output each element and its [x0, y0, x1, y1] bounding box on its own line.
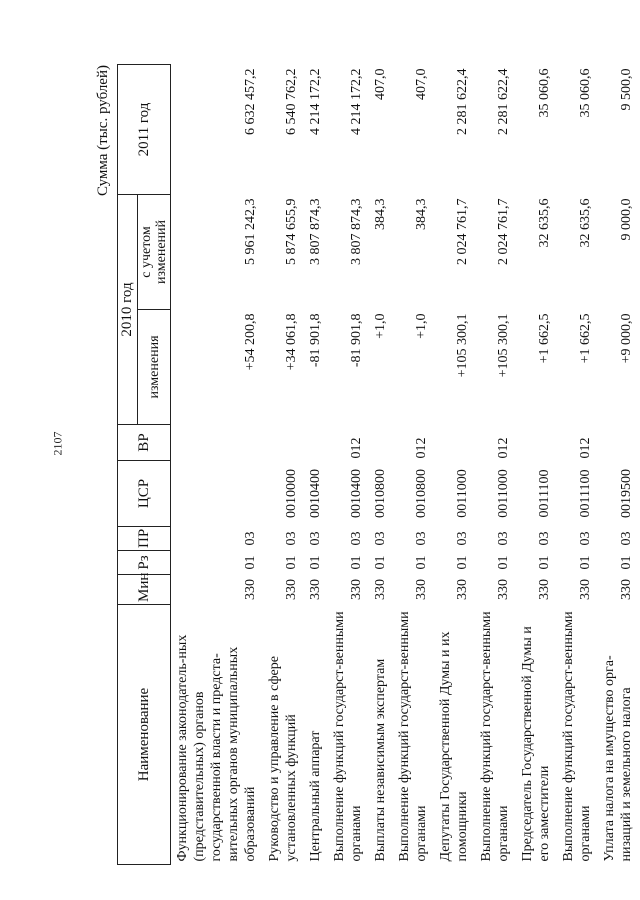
cell-vr — [369, 425, 393, 461]
cell-min: 330 — [619, 579, 634, 600]
cell-2011: 2 281 622,4 — [496, 68, 511, 135]
cell-vr: 012 — [496, 437, 511, 459]
cell-rz: 01 — [619, 555, 634, 570]
table-row — [598, 64, 639, 864]
cell-vr — [598, 425, 639, 461]
cell-rz: 01 — [414, 555, 429, 570]
cell-min: 330 — [414, 579, 429, 600]
cell-changes: +1,0 — [373, 313, 388, 339]
cell-vr — [171, 425, 264, 461]
table-row — [304, 64, 328, 864]
cell-2011: 4 214 172,2 — [308, 68, 323, 135]
cell-pr: 03 — [537, 531, 552, 546]
budget-table — [117, 64, 639, 865]
cell-with-changes: 2 024 761,7 — [496, 198, 511, 265]
cell-rz: 01 — [496, 555, 511, 570]
cell-rz: 01 — [578, 555, 593, 570]
cell-min: 330 — [578, 579, 593, 600]
cell-2011: 2 281 622,4 — [455, 68, 470, 135]
cell-changes: +105 300,1 — [455, 313, 470, 378]
cell-min: 330 — [243, 579, 258, 600]
cell-csr: 0011100 — [578, 469, 593, 518]
cell-changes: -81 901,8 — [349, 313, 364, 368]
cell-changes: +1,0 — [414, 313, 429, 339]
cell-min: 330 — [373, 579, 388, 600]
cell-name: Уплата налога на имущество орга-низаций и земельного налога — [602, 655, 634, 862]
cell-vr — [434, 425, 475, 461]
table-row — [475, 64, 516, 864]
cell-rz: 01 — [243, 555, 258, 570]
cell-2011: 6 632 457,2 — [243, 68, 258, 135]
cell-name: Выполнение функций государст-венными органами — [561, 611, 593, 862]
cell-csr: 0010400 — [349, 469, 364, 518]
cell-rz: 01 — [284, 555, 299, 570]
cell-min: 330 — [455, 579, 470, 600]
table-row — [434, 64, 475, 864]
cell-min: 330 — [349, 579, 364, 600]
cell-with-changes: 384,3 — [373, 198, 388, 230]
page-number: 2107 — [50, 431, 65, 456]
cell-2011: 35 060,6 — [537, 68, 552, 118]
header-name: Наименование — [118, 605, 171, 865]
cell-name: Выполнение функций государст-венными органами — [332, 611, 364, 862]
cell-2011: 9 500,0 — [619, 68, 634, 111]
cell-vr — [263, 425, 304, 461]
table-row — [328, 64, 369, 864]
cell-rz: 01 — [373, 555, 388, 570]
cell-changes: +34 061,8 — [284, 313, 299, 371]
cell-with-changes: 3 807 874,3 — [308, 198, 323, 265]
header-year-2011: 2011 год — [118, 64, 171, 194]
header-rz: Рз — [118, 551, 171, 575]
cell-with-changes: 32 635,6 — [537, 198, 552, 248]
cell-with-changes: 9 000,0 — [619, 198, 634, 241]
cell-rz: 01 — [349, 555, 364, 570]
cell-with-changes: 2 024 761,7 — [455, 198, 470, 265]
cell-csr: 0011000 — [455, 469, 470, 518]
cell-name: Руководство и управление в сфере установленных функций — [267, 656, 299, 862]
cell-name: Депутаты Государственной Думы и их помощники — [438, 631, 470, 862]
cell-csr: 0010800 — [414, 469, 429, 518]
header-pr: ПР — [118, 527, 171, 551]
table-row — [263, 64, 304, 864]
header-year-2010: 2010 год — [118, 194, 138, 424]
units-caption: Сумма (тыс. рублей) — [95, 65, 111, 197]
cell-pr: 03 — [284, 531, 299, 546]
cell-vr — [516, 425, 557, 461]
cell-vr: 012 — [578, 437, 593, 459]
cell-vr: 012 — [414, 437, 429, 459]
cell-name: Выполнение функций государст-венными органами — [397, 611, 429, 862]
cell-2011: 407,0 — [373, 68, 388, 100]
cell-min: 330 — [284, 579, 299, 600]
cell-pr: 03 — [619, 531, 634, 546]
cell-name: Выполнение функций государст-венными органами — [479, 611, 511, 862]
cell-with-changes: 32 635,6 — [578, 198, 593, 248]
cell-pr: 03 — [578, 531, 593, 546]
table-row — [369, 64, 393, 864]
cell-rz: 01 — [455, 555, 470, 570]
cell-name: Председатель Государственной Думы и его заместители — [520, 626, 552, 862]
cell-rz: 01 — [537, 555, 552, 570]
table-header — [118, 64, 171, 864]
table-row — [557, 64, 598, 864]
cell-pr: 03 — [455, 531, 470, 546]
table-body — [171, 64, 640, 864]
cell-2011: 35 060,6 — [578, 68, 593, 118]
cell-changes: +1 662,5 — [578, 313, 593, 364]
cell-vr — [304, 425, 328, 461]
cell-min: 330 — [496, 579, 511, 600]
cell-csr: 0019500 — [619, 469, 634, 518]
cell-with-changes: 3 807 874,3 — [349, 198, 364, 265]
table-row — [171, 64, 264, 864]
cell-csr: 0011000 — [496, 469, 511, 518]
cell-csr: 0010800 — [373, 469, 388, 518]
cell-changes: +54 200,8 — [243, 313, 258, 371]
cell-pr: 03 — [243, 531, 258, 546]
cell-name: Центральный аппарат — [308, 730, 323, 862]
cell-pr: 03 — [349, 531, 364, 546]
cell-changes: +9 000,0 — [619, 313, 634, 364]
cell-with-changes: 5 874 655,9 — [284, 198, 299, 265]
cell-csr: 0010000 — [284, 469, 299, 518]
header-csr: ЦСР — [118, 461, 171, 527]
cell-min: 330 — [537, 579, 552, 600]
cell-name: Выплаты независимым экспертам — [373, 658, 388, 862]
header-vr: ВР — [118, 425, 171, 461]
cell-pr: 03 — [496, 531, 511, 546]
header-min: Мин — [118, 575, 171, 605]
cell-csr: 0011100 — [537, 469, 552, 518]
table-row — [516, 64, 557, 864]
cell-name: Функционирование законодатель-ных (представительных) органов государственной власти и предста-вительных органов муниципальных образований — [175, 634, 258, 862]
cell-pr: 03 — [373, 531, 388, 546]
header-with-changes: с учетом изменений — [138, 194, 171, 309]
cell-vr: 012 — [349, 437, 364, 459]
table-row — [393, 64, 434, 864]
rotated-page-content — [95, 65, 634, 865]
cell-rz: 01 — [308, 555, 323, 570]
cell-changes: +105 300,1 — [496, 313, 511, 378]
cell-2011: 4 214 172,2 — [349, 68, 364, 135]
cell-pr: 03 — [308, 531, 323, 546]
cell-csr: 0010400 — [308, 469, 323, 518]
cell-pr: 03 — [414, 531, 429, 546]
cell-with-changes: 5 961 242,3 — [243, 198, 258, 265]
cell-2011: 407,0 — [414, 68, 429, 100]
cell-changes: -81 901,8 — [308, 313, 323, 368]
cell-2011: 6 540 762,2 — [284, 68, 299, 135]
cell-with-changes: 384,3 — [414, 198, 429, 230]
cell-changes: +1 662,5 — [537, 313, 552, 364]
header-changes: изменения — [138, 310, 171, 425]
cell-csr — [171, 461, 264, 527]
cell-min: 330 — [308, 579, 323, 600]
